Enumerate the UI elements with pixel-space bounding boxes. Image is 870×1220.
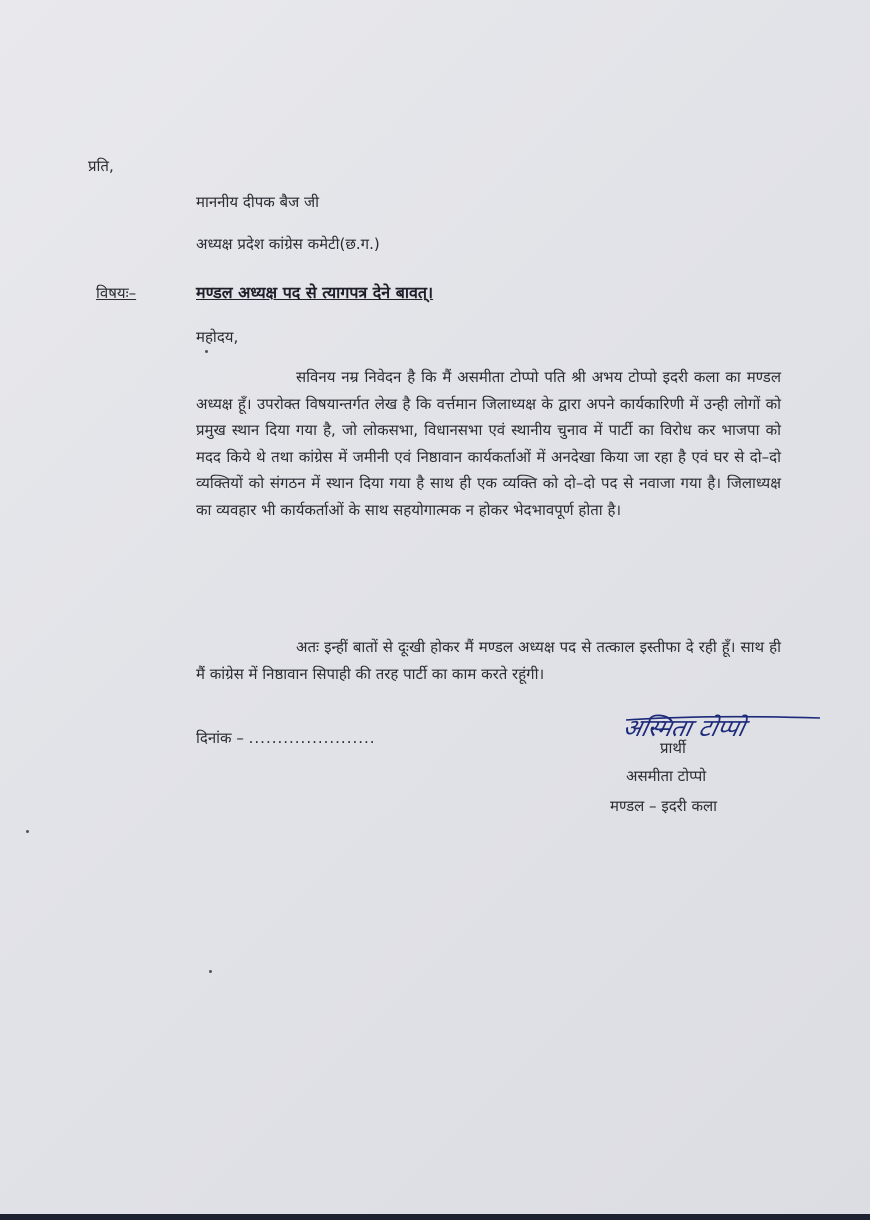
svg-text:अस्मिता टोप्पो: अस्मिता टोप्पो xyxy=(624,713,748,742)
body-paragraph-2: अतः इन्हीं बातों से दूःखी होकर मैं मण्डल अध्यक्ष पद से तत्काल इस्तीफा दे रही हूँ। साथ ही मैं कांग्रेस में निष्ठावान सिपाही की तरह पार्टी का काम करते रहूंगी। xyxy=(196,638,781,683)
greeting: महोदय, xyxy=(196,328,239,346)
handwritten-signature xyxy=(624,706,824,754)
date-line xyxy=(196,728,376,748)
ink-speck xyxy=(205,350,208,353)
ink-speck xyxy=(209,970,212,973)
ink-speck xyxy=(26,830,29,833)
recipient-designation: अध्यक्ष प्रदेश कांग्रेस कमेटी(छ.ग.) xyxy=(196,235,380,253)
salutation-to: प्रति, xyxy=(88,157,114,175)
sender-name: असमीता टोप्पो xyxy=(626,767,707,785)
body-paragraph-1: सविनय नम्र निवेदन है कि मैं असमीता टोप्पो पति श्री अभय टोप्पो इदरी कला का मण्डल अध्यक्ष हूँ। उपरोक्त विषयान्तर्गत लेख है कि वर्त्तमान जिलाध्यक्ष के द्वारा अपने कार्यकारिणी में उन्ही लोगों को प्रमुख स्थान दिया गया है, जो लोकसभा, विधानसभा एवं स्थानीय चुनाव में पार्टी का विरोध कर भाजपा को मदद किये थे तथा कांग्रेस में जमीनी एवं निष्ठावान कार्यकर्ताओं में अनदेखा किया जा रहा है एवं घर से दो–दो व्यक्तियों को संगठन में स्थान दिया गया है साथ ही एक व्यक्ति को दो–दो पद से नवाजा गया है। जिलाध्यक्ष का व्यवहार भी कार्यकर्ताओं के साथ सहयोगात्मक न होकर भेदभावपूर्ण होता है। xyxy=(196,368,781,519)
recipient-name: माननीय दीपक बैज जी xyxy=(196,193,319,211)
signature-image xyxy=(624,706,824,750)
subject-label: विषयः– xyxy=(96,284,137,302)
date-value: ...................... xyxy=(248,729,376,747)
applicant-label: प्रार्थी xyxy=(660,739,686,757)
table-edge xyxy=(0,1214,870,1220)
subject-line: मण्डल अध्यक्ष पद से त्यागपत्र देने बावत्। xyxy=(196,283,434,302)
sender-area: मण्डल – इदरी कला xyxy=(610,797,718,815)
date-label: दिनांक – xyxy=(196,729,244,747)
